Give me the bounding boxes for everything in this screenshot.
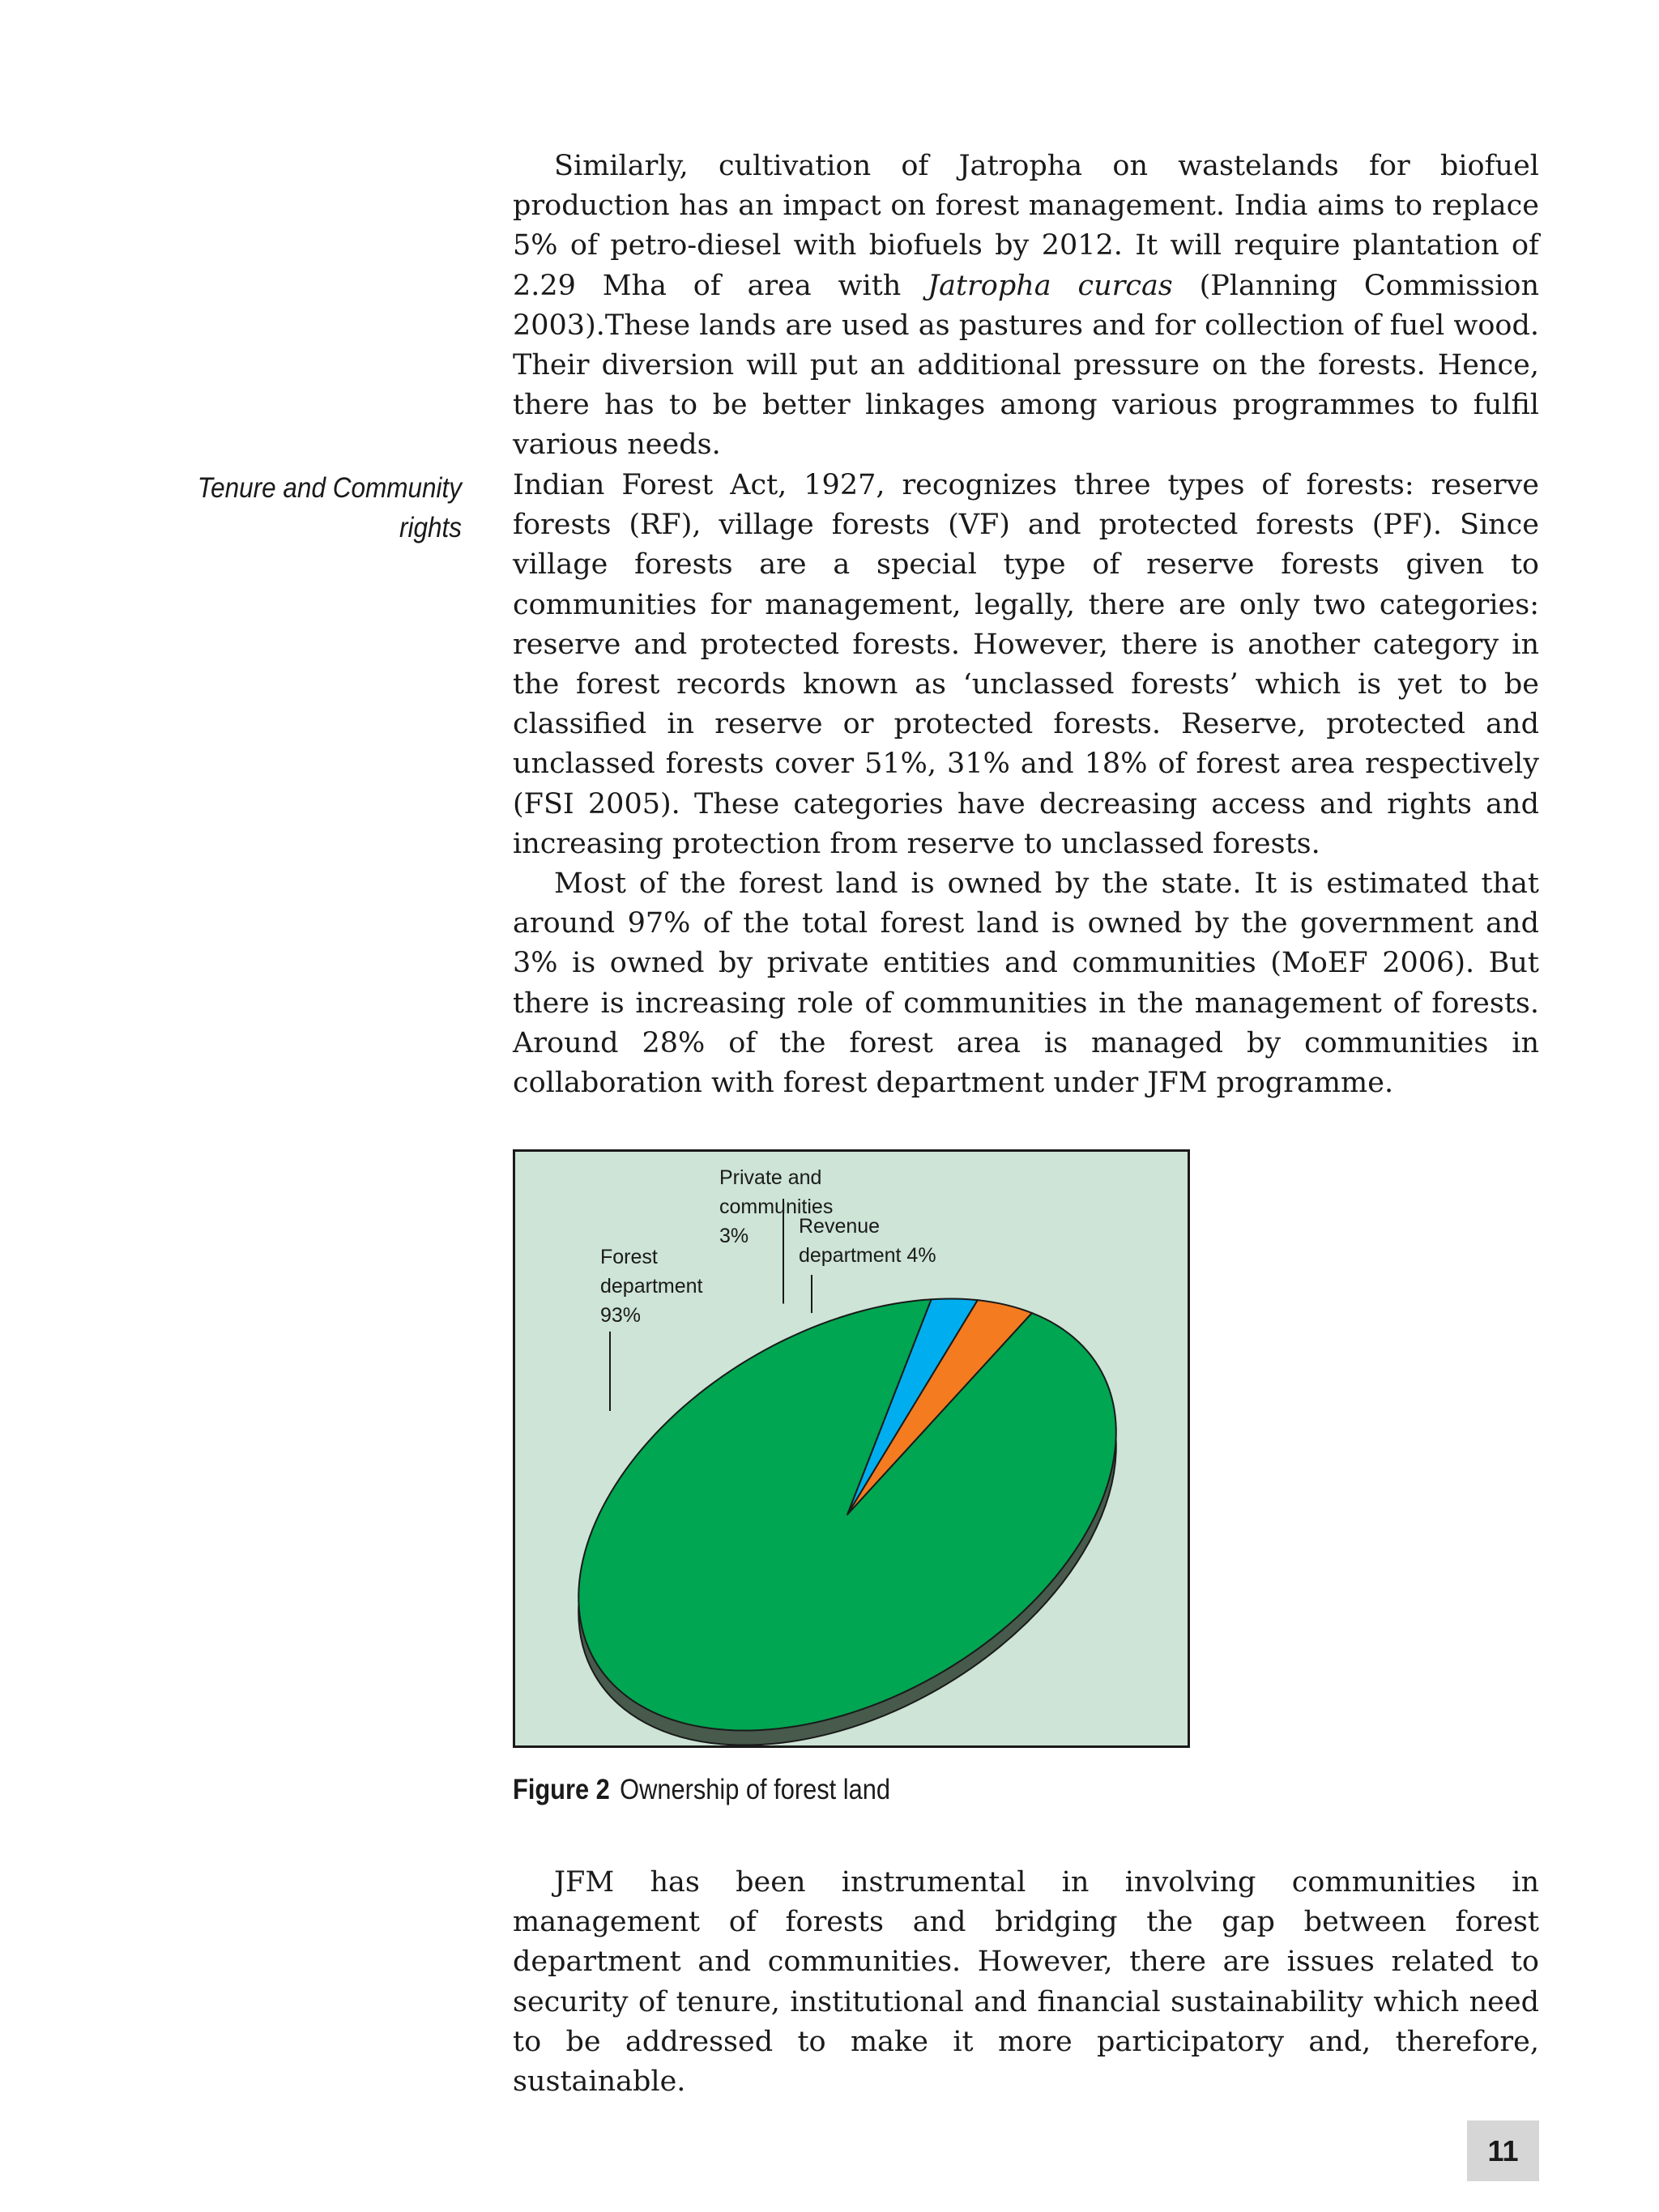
label-private-line-1: Private and [719,1166,822,1189]
intro-text-a: Similarly, cultivation of Jatropha on wastelands for biofuel production has an impact on forest management. India aims to replace 5% of petro-diesel with biofuels by 2012. It will require plantation of 2.29 Mha of area with [513,150,1539,302]
page-number: 11 [1467,2120,1539,2181]
pie-slice-forest-department [578,1299,1116,1730]
label-revenue [799,1215,936,1267]
tenure-paragraph-1: Indian Forest Act, 1927, recognizes three types of forests: reserve forests (RF), village forests (VF) and protected forests (PF). Since village forests are a special type of reserve forests given to communities for management, legally, there are only two categories: reserve and protected forests. However, there is another category in the forest records known as ‘unclassed forests’ which is yet to be classified in reserve or protected forests. Reserve, protected and unclassed forests cover 51%, 31% and 18% of forest area respectively (FSI 2005). These categories have decreasing access and rights and increasing protection from reserve to unclassed forests. [513,469,1539,860]
label-revenue-line-1: Revenue [799,1215,881,1238]
figure-number: Figure 2 [513,1774,610,1805]
intro-text-b: (Planning Commission 2003).These lands are used as pastures and for collection of fuel wood. Their diversion will put an additional pressure on the forests. Hence, there has to be better linkages among various programmes to fulfil various needs. [513,269,1540,462]
pie-slices [578,1298,1116,1730]
pie-chart [515,1152,1188,1745]
intro-section [513,147,1539,466]
figure-caption [513,1774,890,1806]
pie-chart-figure [513,1149,1190,1748]
label-private-line-2: communities [719,1196,834,1218]
section-side-heading: Tenure and Community rights [197,472,462,543]
figure-title: Ownership of forest land [620,1774,890,1805]
label-forest-line-1: Forest [600,1246,658,1268]
tenure-paragraph-2: Most of the forest land is owned by the state. It is estimated that around 97% of the total forest land is owned by the government and 3% is owned by private entities and communities (MoEF 2006). But there is increasing role of communities in the management of forests. Around 28% of the forest area is managed by communities in collaboration with forest department under JFM programme. [513,867,1539,1100]
closing-section [513,1863,1539,2102]
label-revenue-line-2: department 4% [799,1244,936,1267]
species-name: Jatropha curcas [928,269,1173,302]
label-forest-value: 93% [600,1304,642,1327]
label-private-value: 3% [719,1225,749,1247]
closing-paragraph: JFM has been instrumental in involving communities in management of forests and bridging the gap between forest department and communities. However, there are issues related to security of tenure, institutional and financial sustainability which need to be addressed to make it more participatory and, therefore, sustainable. [513,1866,1539,2099]
label-forest [600,1246,708,1327]
label-forest-line-2: department [600,1275,703,1298]
tenure-section [513,466,1539,1103]
intro-paragraph [513,147,1539,466]
